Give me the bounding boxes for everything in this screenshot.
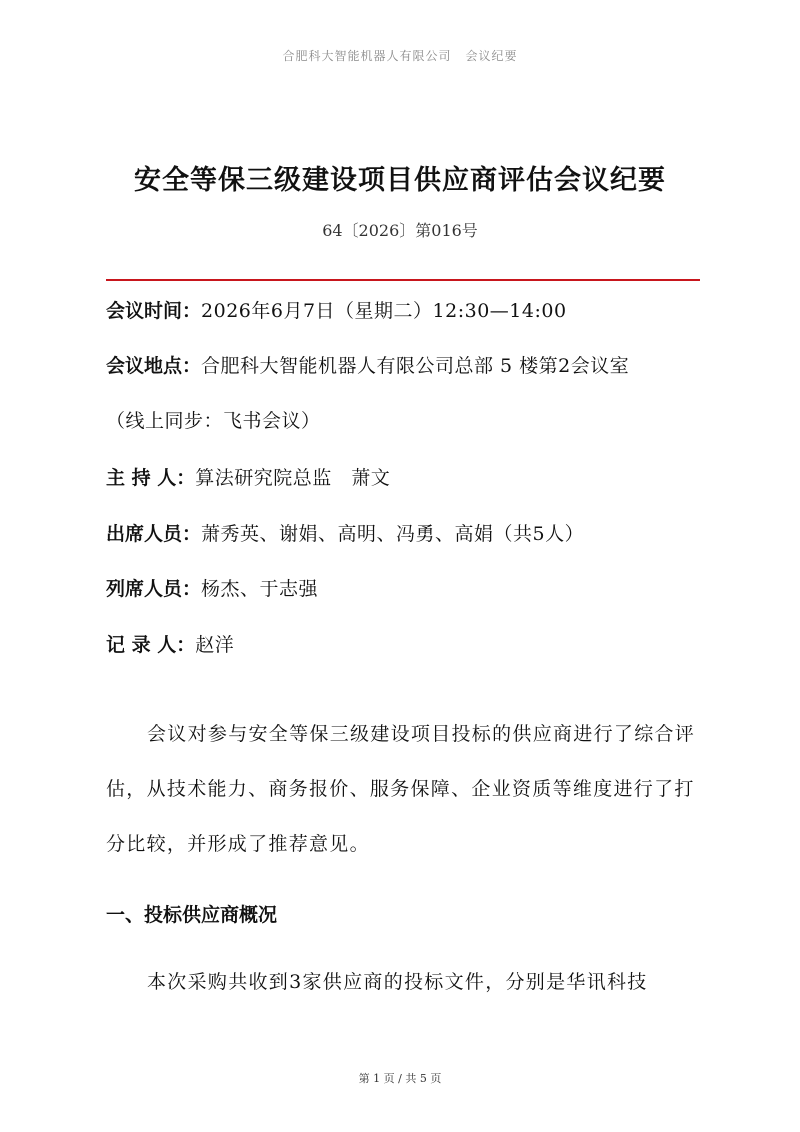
- meeting-place-row: [106, 354, 706, 378]
- observers-label: 列席人员：: [106, 578, 202, 600]
- page-header: [0, 47, 800, 64]
- meeting-place-value-online: （线上同步：飞书会议）: [106, 410, 321, 432]
- section-1-title: 一、投标供应商概况: [106, 904, 278, 926]
- attendees-row: [106, 522, 706, 546]
- meeting-place-row-2: [106, 409, 706, 433]
- document-title: 安全等保三级建设项目供应商评估会议纪要: [134, 165, 666, 196]
- meeting-place-value: 合肥科大智能机器人有限公司总部 5 楼第2会议室: [201, 355, 630, 377]
- observers-value: 杨杰、于志强: [201, 578, 319, 600]
- meeting-place-label: 会议地点：: [106, 355, 202, 377]
- header-company: 合肥科大智能机器人有限公司: [282, 49, 452, 63]
- recorder-row: [106, 633, 706, 657]
- recorder-value: 赵洋: [195, 634, 235, 656]
- host-value: 算法研究院总监 萧文: [195, 467, 391, 489]
- attendees-label: 出席人员：: [106, 523, 202, 545]
- recorder-label: 记 录 人：: [106, 634, 196, 656]
- red-divider: [106, 279, 700, 281]
- host-label: 主 持 人：: [106, 467, 196, 489]
- meeting-time-row: [106, 299, 706, 323]
- attendees-value: 萧秀英、谢娟、高明、冯勇、高娟（共5人）: [201, 523, 585, 545]
- document-number: 64〔2026〕第016号: [322, 221, 478, 240]
- section-1-paragraph: 本次采购共收到3家供应商的投标文件，分别是华讯科技: [147, 971, 648, 993]
- intro-paragraph: 会议对参与安全等保三级建设项目投标的供应商进行了综合评估，从技术能力、商务报价、服务保障、企业资质等维度进行了打分比较，并形成了推荐意见。: [106, 723, 696, 855]
- meeting-time-value: 2026年6月7日（星期二）12:30—14:00: [201, 300, 567, 322]
- meeting-time-label: 会议时间：: [106, 300, 202, 322]
- header-doc-type: 会议纪要: [465, 49, 518, 63]
- page-footer: 第 1 页 / 共 5 页: [358, 1072, 442, 1085]
- host-row: [106, 466, 706, 490]
- observers-row: [106, 577, 706, 601]
